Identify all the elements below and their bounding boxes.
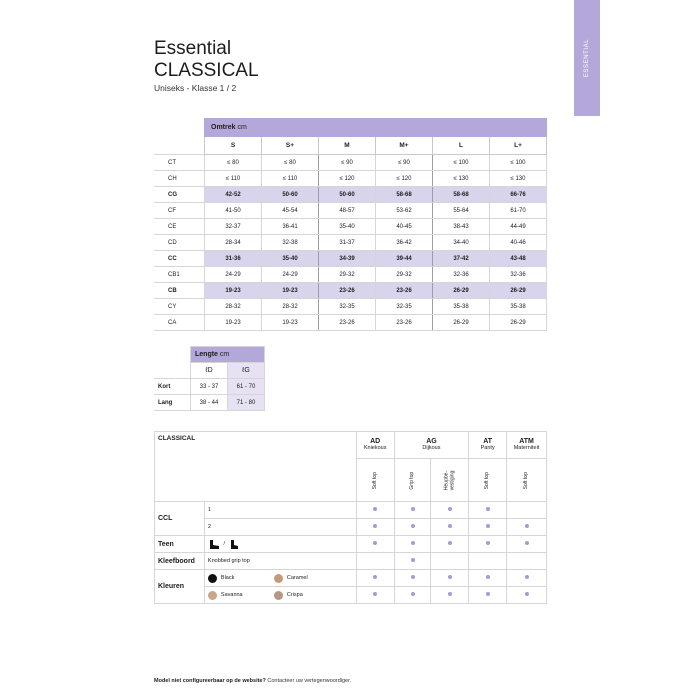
table-cell: 26-29 [433, 283, 490, 299]
table-cell: ≤ 100 [490, 155, 547, 171]
table-cell: 26-29 [490, 315, 547, 331]
table-cell: ≤ 80 [262, 155, 319, 171]
size-header: L+ [490, 137, 547, 155]
subcol-label: Soft top [507, 459, 547, 502]
table-row [154, 315, 547, 331]
availability-dot [507, 570, 547, 587]
table-cell: 26-29 [490, 283, 547, 299]
size-header: L [433, 137, 490, 155]
group-ag: AG Dijkous [394, 432, 469, 459]
table-cell: 48-57 [319, 203, 376, 219]
row-label: CF [154, 203, 205, 219]
availability-dot [394, 553, 431, 570]
table-cell: 23-26 [319, 315, 376, 331]
table-cell: 50-60 [319, 187, 376, 203]
table-cell: ≤ 120 [376, 171, 433, 187]
table-row [154, 283, 547, 299]
table-row [154, 267, 547, 283]
ccl-1: 1 [204, 502, 356, 519]
table-cell: 19-23 [262, 283, 319, 299]
size-table [154, 118, 547, 331]
table-cell: 38-43 [433, 219, 490, 235]
closed-toe-icon [208, 540, 220, 549]
row-label-kleefboord: Kleefboord [155, 553, 205, 570]
table-cell: 45-54 [262, 203, 319, 219]
table-cell: 66-76 [490, 187, 547, 203]
availability-dot [507, 587, 547, 604]
size-header: S [205, 137, 262, 155]
table-cell: ≤ 100 [433, 155, 490, 171]
row-label: CC [154, 251, 205, 267]
table-cell: 40-45 [376, 219, 433, 235]
availability-dot [507, 536, 547, 553]
table-row: Kort 33 - 37 61 - 70 [154, 379, 265, 395]
availability-dot [394, 536, 431, 553]
table-cell: 55-64 [433, 203, 490, 219]
table-cell: 34-39 [319, 251, 376, 267]
table-cell: ≤ 130 [433, 171, 490, 187]
table-cell: 24-29 [262, 267, 319, 283]
side-tab-label: ESSENTIAL [584, 38, 590, 78]
row-label: CG [154, 187, 205, 203]
table-cell: ≤ 110 [262, 171, 319, 187]
table-row [154, 187, 547, 203]
availability-dot [431, 519, 469, 536]
subcol-label: Heupbe- vestiging [431, 459, 469, 502]
table-row [154, 203, 547, 219]
table-cell: 32-35 [376, 299, 433, 315]
table-cell: 58-68 [376, 187, 433, 203]
table-cell: 35-38 [433, 299, 490, 315]
availability-dot [356, 570, 394, 587]
table-cell: ≤ 110 [205, 171, 262, 187]
table-cell: 43-48 [490, 251, 547, 267]
availability-dot [356, 519, 394, 536]
table-row: Lang 38 - 44 71 - 80 [154, 395, 265, 411]
group-atm: ATM Materniteit [507, 432, 547, 459]
table-cell: 32-35 [319, 299, 376, 315]
table-cell: 35-40 [319, 219, 376, 235]
table-cell: ≤ 80 [205, 155, 262, 171]
row-label: CY [154, 299, 205, 315]
row-label: CA [154, 315, 205, 331]
availability-dot [356, 536, 394, 553]
availability-dot [394, 502, 431, 519]
table-cell: 40-46 [490, 235, 547, 251]
row-label-kleuren: Kleuren [155, 570, 205, 604]
color-swatch-savanna [208, 591, 217, 600]
open-toe-icon [229, 540, 241, 549]
availability-dot [469, 536, 507, 553]
table-cell: 23-26 [319, 283, 376, 299]
lengte-header: Lengte cm [191, 347, 265, 363]
table-cell: 28-34 [205, 235, 262, 251]
omtrek-header: Omtrek cm [205, 119, 547, 137]
color-name: Savanna [220, 592, 243, 598]
table-cell: 35-40 [262, 251, 319, 267]
table-cell: 44-49 [490, 219, 547, 235]
table-cell: 31-36 [205, 251, 262, 267]
table-row [154, 155, 547, 171]
classical-table [154, 431, 547, 604]
availability-dot [469, 587, 507, 604]
table-cell: ≤ 130 [490, 171, 547, 187]
table-cell: 26-29 [433, 315, 490, 331]
table-cell: 24-29 [205, 267, 262, 283]
table-row [154, 251, 547, 267]
table-cell: 28-32 [205, 299, 262, 315]
row-label: CT [154, 155, 205, 171]
table-row [154, 219, 547, 235]
color-name: Black [220, 575, 235, 581]
subcol-label: Grip top [394, 459, 431, 502]
kleefboord-option: Knobbed grip top [204, 553, 356, 570]
table-cell: ≤ 90 [376, 155, 433, 171]
toe-options: / [204, 536, 356, 553]
availability-dot [507, 519, 547, 536]
availability-dot [469, 519, 507, 536]
size-header: M+ [376, 137, 433, 155]
availability-dot [431, 502, 469, 519]
color-swatch-caramel [274, 574, 283, 583]
table-cell: 32-36 [433, 267, 490, 283]
table-cell: 34-40 [433, 235, 490, 251]
length-col-g: ℓG [228, 363, 265, 379]
table-row [154, 235, 547, 251]
row-label-ccl: CCL [155, 502, 205, 536]
table-cell: 58-68 [433, 187, 490, 203]
table-cell: 32-36 [490, 267, 547, 283]
color-name: Caramel [286, 575, 308, 581]
table-cell: 37-42 [433, 251, 490, 267]
row-label: CB [154, 283, 205, 299]
table-cell: 50-60 [262, 187, 319, 203]
row-label: CH [154, 171, 205, 187]
availability-dot [469, 502, 507, 519]
table-cell: 41-50 [205, 203, 262, 219]
table-cell: 35-38 [490, 299, 547, 315]
subcol-label: Soft top [356, 459, 394, 502]
table-cell: 36-42 [376, 235, 433, 251]
table-cell: 39-44 [376, 251, 433, 267]
size-header: M [319, 137, 376, 155]
table-cell: 31-37 [319, 235, 376, 251]
availability-dot [431, 570, 469, 587]
group-ad: AD Kniekous [356, 432, 394, 459]
availability-dot [394, 519, 431, 536]
table-cell: 29-32 [319, 267, 376, 283]
side-tab [574, 0, 600, 116]
table-cell: 36-41 [262, 219, 319, 235]
row-label: CE [154, 219, 205, 235]
availability-dot [431, 587, 469, 604]
availability-dot [394, 570, 431, 587]
table-row [154, 171, 547, 187]
table-cell: 32-37 [205, 219, 262, 235]
availability-dot [356, 587, 394, 604]
availability-dot [356, 502, 394, 519]
footer-note: Model niet configureerbaar op de website? Contacteer uw vertegenwoordiger. [154, 678, 352, 684]
color-swatch-crispa [274, 591, 283, 600]
table-cell: 19-23 [205, 315, 262, 331]
length-table [154, 346, 265, 411]
color-name: Crispa [286, 592, 303, 598]
ccl-2: 2 [204, 519, 356, 536]
table-cell: 29-32 [376, 267, 433, 283]
subcol-label: Soft top [469, 459, 507, 502]
table-cell: 19-23 [205, 283, 262, 299]
page-title-line1: Essential [154, 38, 232, 59]
row-label: CB1 [154, 267, 205, 283]
length-col-d: ℓD [191, 363, 228, 379]
table-cell: 23-26 [376, 283, 433, 299]
availability-dot [394, 587, 431, 604]
availability-dot [431, 536, 469, 553]
row-label: CD [154, 235, 205, 251]
table-row [154, 299, 547, 315]
table-cell: ≤ 90 [319, 155, 376, 171]
row-label-teen: Teen [155, 536, 205, 553]
page-subtitle: Uniseks - Klasse 1 / 2 [154, 83, 237, 93]
size-header: S+ [262, 137, 319, 155]
table-cell: 23-26 [376, 315, 433, 331]
classical-title: CLASSICAL [155, 432, 357, 502]
group-at: AT Panty [469, 432, 507, 459]
table-cell: 53-62 [376, 203, 433, 219]
table-cell: 19-23 [262, 315, 319, 331]
table-cell: 42-52 [205, 187, 262, 203]
availability-dot [469, 570, 507, 587]
table-cell: 61-70 [490, 203, 547, 219]
table-cell: 32-38 [262, 235, 319, 251]
table-cell: 28-32 [262, 299, 319, 315]
color-swatch-black [208, 574, 217, 583]
page-title-line2: CLASSICAL [154, 60, 259, 81]
table-cell: ≤ 120 [319, 171, 376, 187]
